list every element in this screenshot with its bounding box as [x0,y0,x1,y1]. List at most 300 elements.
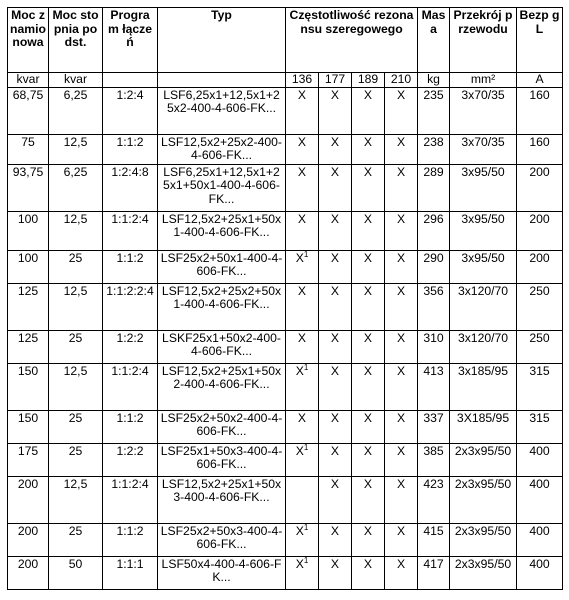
cell-fuse [517,330,563,363]
cell-step [49,283,103,330]
cell-step [49,523,103,556]
cell-type [158,283,286,330]
cell-cable [450,523,517,556]
cell-step-value: 12,5 [63,363,88,378]
cell-freq-177-value: X [330,250,340,265]
cell-freq-189 [352,330,385,363]
cell-mass [418,250,450,283]
cell-cable-value: 3x120/70 [457,283,509,298]
cell-mass-value: 289 [423,164,444,179]
cell-power-value: 200 [17,476,39,491]
cell-type-value: LSF12,5x2+25x1+50x3-400-4-606-FK... [161,476,282,505]
cell-power-value: 93,75 [12,164,44,179]
cell-cable-value: 3x70/35 [461,87,505,102]
cell-freq-136 [286,476,319,523]
cell-freq-189-value: X [363,134,373,149]
unit-row [8,73,563,88]
table-row [8,211,563,250]
cell-freq-210 [385,443,418,476]
cell-freq-177-value: X [330,556,340,571]
table-row [8,283,563,330]
cell-freq-177 [319,556,352,589]
header-step: Moc stopnia podst. [49,8,103,73]
cell-freq-189-value: X [363,363,373,378]
cell-cable-value: 3x95/50 [461,164,505,179]
cell-type [158,443,286,476]
cell-fuse [517,476,563,523]
cell-freq-136-value: X [297,410,307,425]
cell-freq-189-value: X [363,250,373,265]
cell-type-value: LSF25x1+50x3-400-4-606-FK... [160,443,283,472]
cell-freq-210 [385,363,418,410]
cell-freq-210 [385,556,418,589]
cell-program-value: 1:2:4:8 [111,164,149,179]
cell-step-value: 25 [68,330,83,345]
cell-cable [450,410,517,443]
cell-freq-189-value: X [363,283,373,298]
cell-program [103,443,158,476]
cell-freq-210-value: X [396,134,406,149]
cell-step-value: 25 [68,410,83,425]
cell-mass-value: 235 [423,87,444,102]
cell-program [103,363,158,410]
cell-freq-136-value: X [295,363,304,378]
cell-mass [418,523,450,556]
unit-program [103,73,158,88]
footnote-marker: 1 [303,250,309,259]
cell-freq-177 [319,330,352,363]
cell-step-value: 50 [68,556,83,571]
cell-freq-136-value: X [297,134,307,149]
cell-power [8,363,49,410]
cell-type [158,250,286,283]
cell-power [8,134,49,164]
header-cable: Przekrój przewodu [450,8,517,73]
cell-type-value: LSF6,25x1+12,5x1+25x1+50x1-400-4-606-FK... [163,164,280,206]
table-row [8,87,563,134]
cell-freq-177-value: X [330,87,340,102]
cell-freq-136 [286,250,319,283]
cell-type-value: LSKF25x1+50x2-400-4-606-FK... [162,330,281,359]
cell-fuse [517,87,563,134]
cell-power [8,87,49,134]
cell-freq-210-value: X [396,87,406,102]
cell-freq-210-value: X [396,476,406,491]
cell-freq-177-value: X [330,330,340,345]
cell-freq-189 [352,443,385,476]
cell-cable-value: 3x120/70 [457,330,509,345]
header-fuse: Bezp gL [517,8,563,73]
cell-program-value: 1:1:2:2:4 [106,283,154,298]
cell-fuse-value: 200 [529,164,550,179]
cell-power-value: 125 [17,330,39,345]
cell-fuse [517,363,563,410]
cell-freq-210-value: X [396,410,406,425]
cell-mass-value: 290 [423,250,444,265]
unit-mass: kg [418,73,450,88]
cell-step-value: 25 [68,443,83,458]
cell-fuse-value: 315 [529,363,550,378]
cell-cable [450,363,517,410]
table-row [8,330,563,363]
cell-power-value: 150 [17,410,39,425]
cell-freq-136 [286,87,319,134]
cell-step [49,164,103,211]
cell-program-value: 1:1:2:4 [111,211,149,226]
cell-mass-value: 337 [423,410,444,425]
cell-cable-value: 3x185/95 [457,363,509,378]
cell-freq-210 [385,476,418,523]
cell-power-value: 200 [17,523,39,538]
cell-cable [450,250,517,283]
cell-freq-210 [385,330,418,363]
table-row [8,523,563,556]
cell-power-value: 200 [17,556,39,571]
cell-mass-value: 356 [423,283,444,298]
cell-mass [418,134,450,164]
cell-step-value: 12,5 [63,283,88,298]
cell-step [49,250,103,283]
cell-power-value: 68,75 [12,87,44,102]
cell-cable [450,211,517,250]
cell-step-value: 6,25 [63,87,88,102]
cell-freq-177-value: X [330,211,340,226]
cell-freq-189-value: X [363,476,373,491]
cell-cable-value: 3x95/50 [461,211,505,226]
cell-freq-189 [352,363,385,410]
cell-fuse [517,443,563,476]
cell-program [103,410,158,443]
cell-freq-136 [286,523,319,556]
cell-power-value: 75 [21,134,35,149]
table-row [8,363,563,410]
cell-fuse [517,410,563,443]
cell-freq-189 [352,87,385,134]
unit-fuse: A [517,73,563,88]
cell-freq-136-value: X [297,164,307,179]
table-row [8,410,563,443]
cell-freq-189 [352,211,385,250]
cell-fuse-value: 250 [529,330,550,345]
cell-power [8,476,49,523]
header-power: Moc znamionowa [8,8,49,73]
cell-step-value: 12,5 [63,211,88,226]
cell-step [49,134,103,164]
cell-freq-136 [286,134,319,164]
cell-freq-189 [352,164,385,211]
cell-step [49,556,103,589]
cell-step [49,211,103,250]
cell-freq-177-value: X [330,443,340,458]
cell-mass-value: 415 [423,523,444,538]
freq-136-header: 136 [286,73,319,88]
header-frequency: Częstotliwość rezonansu szeregowego [286,8,418,73]
cell-cable-value: 3X185/95 [456,410,510,425]
cell-program-value: 1:1:2 [116,250,144,265]
cell-program [103,283,158,330]
cell-freq-136 [286,211,319,250]
cell-cable-value: 3x70/35 [461,134,505,149]
cell-fuse-value: 160 [529,134,550,149]
header-row [8,8,563,73]
cell-type [158,330,286,363]
cell-mass-value: 423 [423,476,444,491]
cell-cable [450,283,517,330]
cell-program [103,523,158,556]
cell-cable-value: 3x95/50 [461,250,505,265]
cell-type [158,134,286,164]
footnote-marker: 1 [303,443,309,452]
cell-fuse-value: 160 [529,87,550,102]
cell-power [8,443,49,476]
cell-mass [418,476,450,523]
cell-freq-210 [385,283,418,330]
footnote-marker: 1 [303,523,309,532]
cell-program-value: 1:1:1 [116,556,144,571]
cell-freq-189-value: X [363,87,373,102]
freq-189-header: 189 [352,73,385,88]
cell-type-value: LSF25x2+50x3-400-4-606-FK... [160,523,283,552]
cell-freq-189 [352,250,385,283]
cell-freq-189-value: X [363,164,373,179]
cell-freq-177 [319,164,352,211]
cell-freq-177-value: X [330,476,340,491]
capacitor-bank-spec-table [7,7,563,590]
cell-type [158,363,286,410]
cell-freq-136 [286,283,319,330]
cell-freq-189 [352,134,385,164]
cell-step [49,87,103,134]
cell-freq-136-value: X [295,443,304,458]
cell-fuse [517,164,563,211]
cell-program [103,556,158,589]
cell-mass [418,443,450,476]
cell-cable-value: 2x3x95/50 [454,556,512,571]
cell-mass-value: 385 [423,443,444,458]
cell-power [8,250,49,283]
cell-freq-177-value: X [330,523,340,538]
cell-type [158,556,286,589]
cell-freq-136 [286,443,319,476]
header-type: Typ [158,8,286,73]
cell-type-value: LSF12,5x2+25x2-400-4-606-FK... [161,134,282,163]
cell-freq-189 [352,556,385,589]
cell-type-value: LSF50x4-400-4-606-FK... [161,556,282,585]
cell-freq-136 [286,410,319,443]
cell-freq-177 [319,443,352,476]
unit-step: kvar [49,73,103,88]
cell-program [103,134,158,164]
cell-freq-210 [385,523,418,556]
cell-freq-177-value: X [330,410,340,425]
cell-power [8,164,49,211]
cell-cable [450,87,517,134]
cell-cable [450,443,517,476]
cell-freq-210-value: X [396,250,406,265]
cell-freq-210 [385,87,418,134]
cell-freq-136 [286,164,319,211]
cell-program [103,211,158,250]
cell-freq-136-value: X [295,250,304,265]
cell-freq-177 [319,476,352,523]
cell-power-value: 150 [17,363,39,378]
cell-program [103,476,158,523]
cell-cable-value: 2x3x95/50 [454,443,512,458]
cell-power [8,523,49,556]
table-row [8,164,563,211]
cell-freq-210-value: X [396,330,406,345]
cell-program-value: 1:1:2 [116,523,144,538]
freq-210-header: 210 [385,73,418,88]
cell-power [8,211,49,250]
cell-fuse [517,556,563,589]
cell-type [158,211,286,250]
cell-freq-136 [286,556,319,589]
cell-freq-210-value: X [396,523,406,538]
cell-cable [450,164,517,211]
cell-program-value: 1:1:2:4 [111,476,149,491]
cell-type-value: LSF12,5x2+25x2+50x1-400-4-606-FK... [161,283,282,312]
cell-mass [418,556,450,589]
cell-power [8,283,49,330]
cell-freq-189 [352,476,385,523]
cell-type [158,164,286,211]
table-row [8,556,563,589]
cell-fuse [517,134,563,164]
cell-cable-value: 2x3x95/50 [454,476,512,491]
cell-mass-value: 310 [423,330,444,345]
cell-cable-value: 2x3x95/50 [454,523,512,538]
cell-step [49,363,103,410]
unit-cable: mm² [450,73,517,88]
unit-power: kvar [8,73,49,88]
cell-cable [450,330,517,363]
header-mass: Masa [418,8,450,73]
cell-freq-210-value: X [396,283,406,298]
footnote-marker: 1 [303,363,309,372]
cell-freq-177-value: X [330,283,340,298]
cell-mass-value: 238 [423,134,444,149]
table-row [8,250,563,283]
cell-program-value: 1:2:2 [116,330,144,345]
footnote-marker: 1 [303,556,309,565]
cell-freq-210-value: X [396,443,406,458]
cell-freq-136-value: X [297,283,307,298]
table-row [8,134,563,164]
cell-step [49,476,103,523]
cell-freq-177-value: X [330,134,340,149]
cell-freq-210-value: X [396,363,406,378]
cell-type [158,476,286,523]
header-program: Program łączeń [103,8,158,73]
cell-cable [450,476,517,523]
cell-program-value: 1:1:2 [116,410,144,425]
cell-program [103,250,158,283]
cell-freq-210 [385,211,418,250]
cell-program [103,330,158,363]
cell-freq-210-value: X [396,211,406,226]
cell-mass [418,87,450,134]
cell-freq-136-value: X [297,87,307,102]
cell-fuse [517,211,563,250]
cell-freq-210 [385,164,418,211]
cell-freq-210 [385,250,418,283]
cell-freq-136-value: X [297,330,307,345]
cell-freq-189-value: X [363,410,373,425]
cell-fuse-value: 400 [529,476,550,491]
cell-mass [418,330,450,363]
cell-step-value: 12,5 [63,134,88,149]
cell-power [8,410,49,443]
cell-type-value: LSF12,5x2+25x1+50x1-400-4-606-FK... [161,211,282,240]
cell-program-value: 1:2:2 [116,443,144,458]
cell-freq-136 [286,330,319,363]
cell-freq-177 [319,211,352,250]
cell-freq-136-value: X [295,523,304,538]
cell-type [158,410,286,443]
cell-freq-177-value: X [330,164,340,179]
cell-mass [418,211,450,250]
cell-power [8,556,49,589]
cell-step-value: 6,25 [63,164,88,179]
cell-freq-136 [286,363,319,410]
cell-freq-136-value: X [295,556,304,571]
cell-power [8,330,49,363]
cell-freq-210 [385,410,418,443]
cell-freq-177 [319,363,352,410]
cell-freq-177-value: X [330,363,340,378]
cell-freq-189-value: X [363,211,373,226]
cell-freq-177 [319,283,352,330]
cell-freq-189 [352,523,385,556]
cell-freq-189-value: X [363,443,373,458]
cell-freq-177 [319,250,352,283]
cell-fuse-value: 200 [529,211,550,226]
cell-type [158,87,286,134]
cell-step-value: 25 [68,523,83,538]
cell-freq-189-value: X [363,330,373,345]
cell-step [49,410,103,443]
cell-power-value: 175 [17,443,39,458]
cell-step [49,443,103,476]
cell-program-value: 1:2:4 [116,87,144,102]
cell-mass-value: 417 [423,556,444,571]
cell-power-value: 100 [17,250,39,265]
cell-program [103,87,158,134]
cell-freq-189 [352,410,385,443]
cell-mass [418,164,450,211]
cell-program-value: 1:1:2:4 [111,363,149,378]
cell-freq-189-value: X [363,556,373,571]
table-row [8,443,563,476]
cell-mass-value: 413 [423,363,444,378]
table-row [8,476,563,523]
cell-mass [418,410,450,443]
cell-freq-189-value: X [363,523,373,538]
freq-177-header: 177 [319,73,352,88]
cell-fuse [517,523,563,556]
cell-freq-177 [319,134,352,164]
cell-fuse-value: 315 [529,410,550,425]
cell-program-value: 1:1:2 [116,134,144,149]
cell-type [158,523,286,556]
cell-type-value: LSF25x2+50x1-400-4-606-FK... [160,250,283,279]
cell-step-value: 12,5 [63,476,88,491]
cell-freq-210-value: X [396,556,406,571]
cell-power-value: 100 [17,211,39,226]
cell-cable [450,556,517,589]
cell-mass [418,363,450,410]
